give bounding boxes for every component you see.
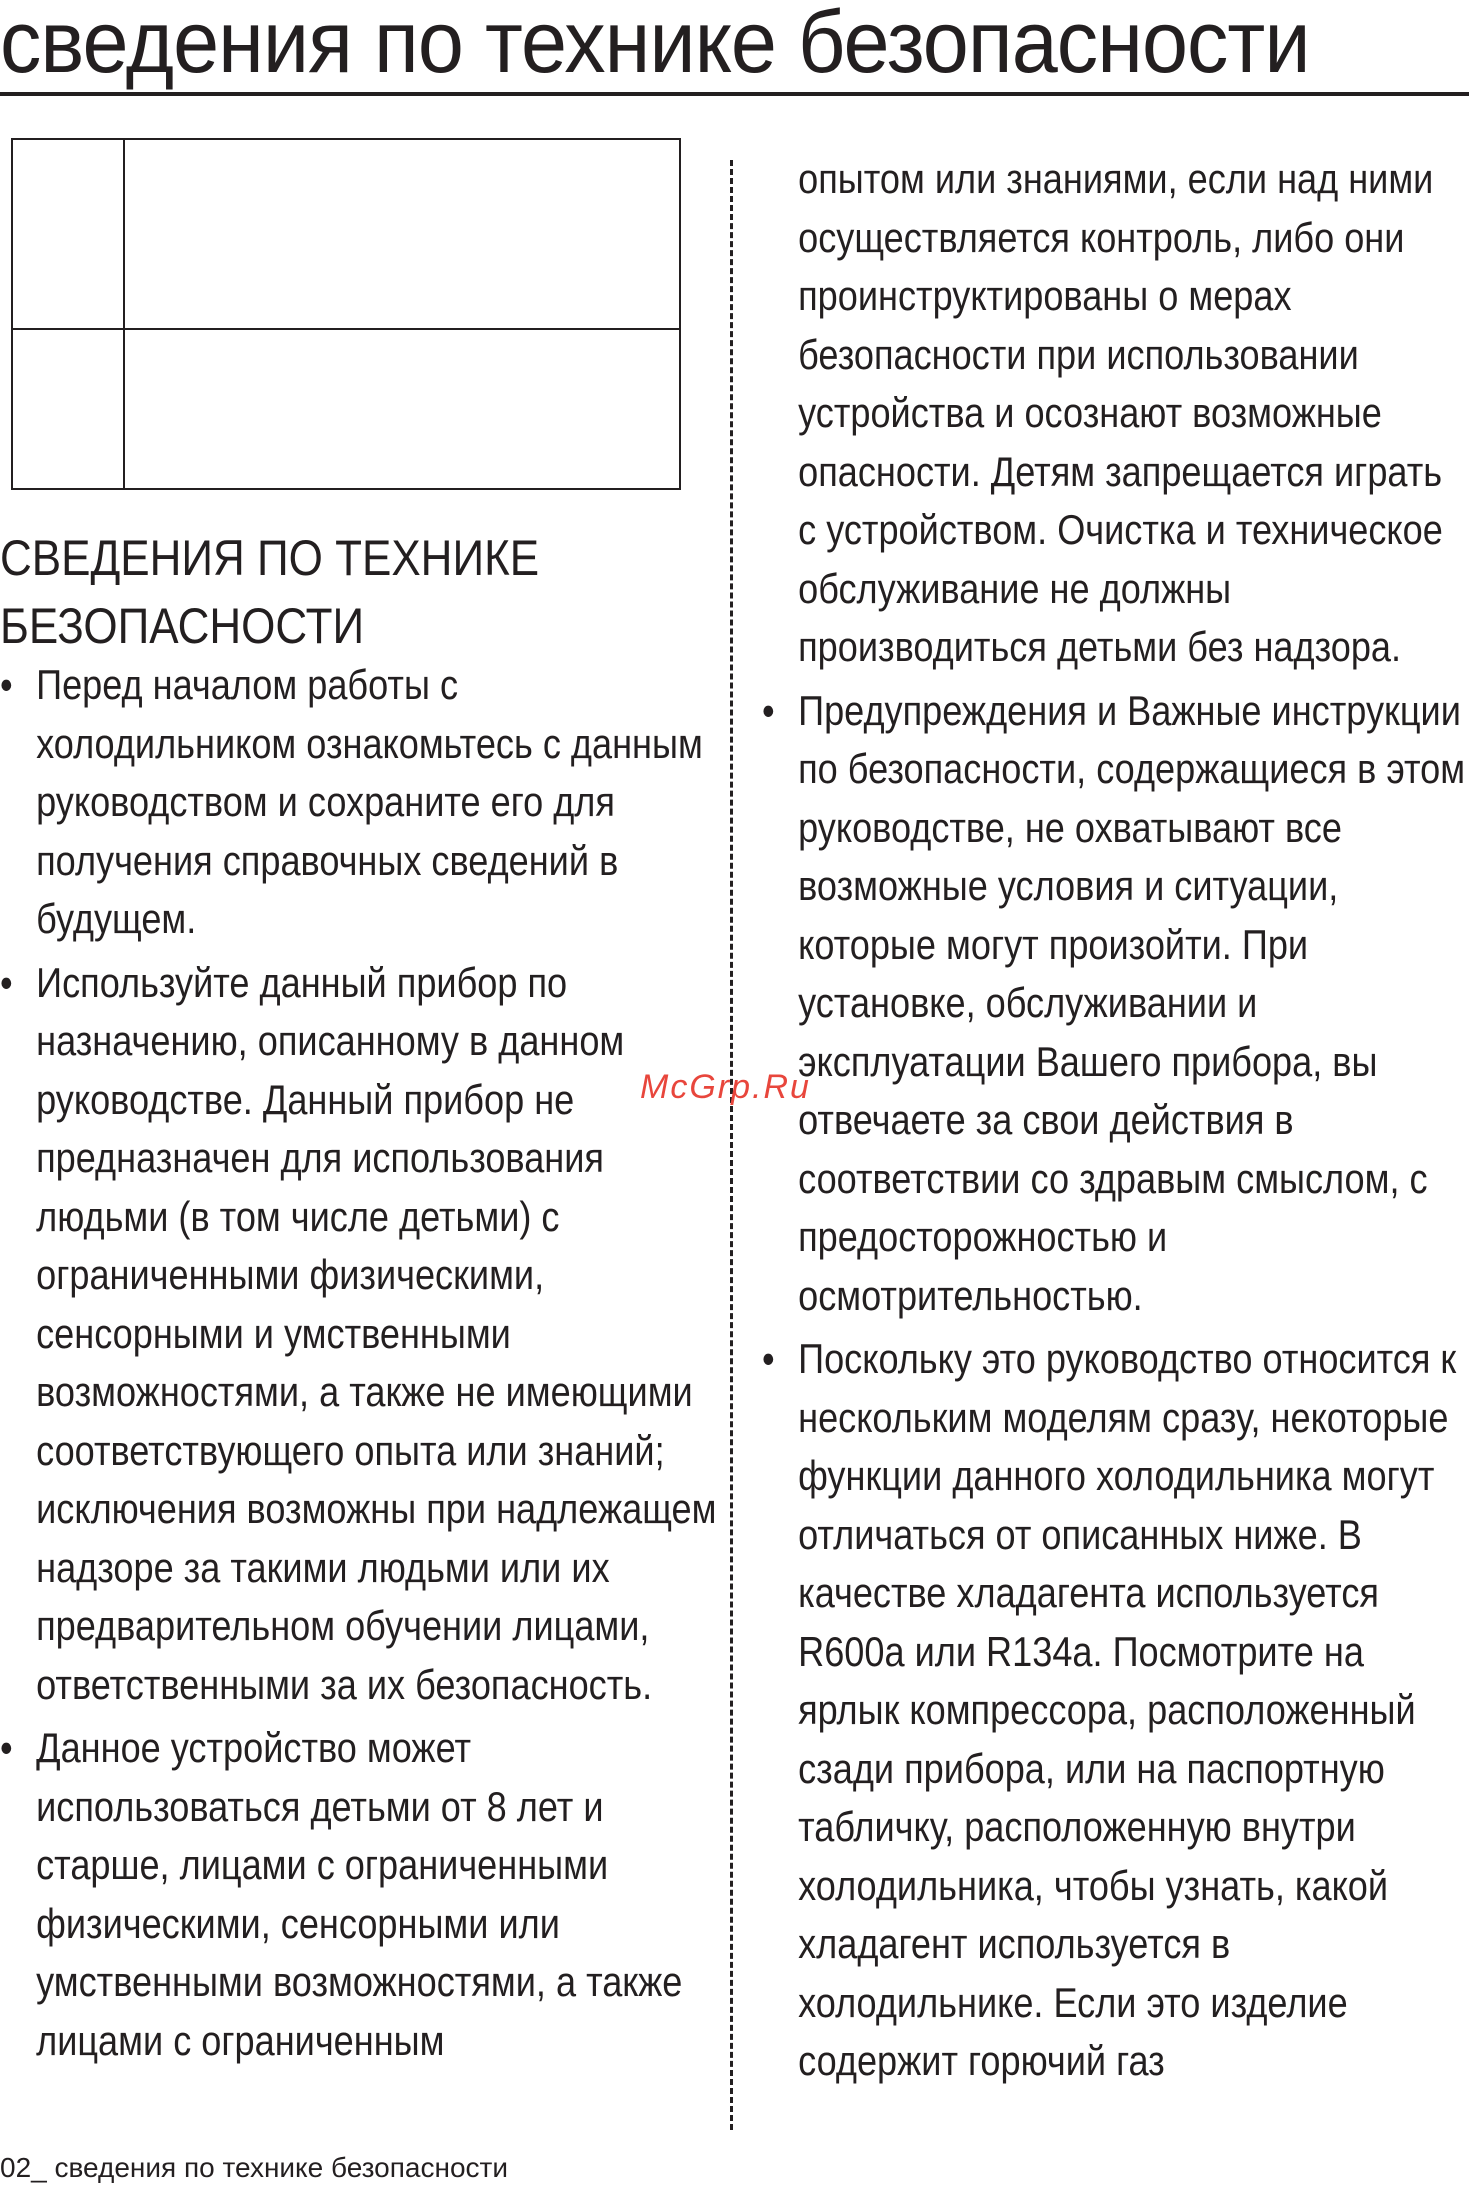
bullet-text: Используйте данный прибор по назначению, описанному в данном руководстве. Данный прибор не предназначен для использования людьми (в том числе детьми) с ограниченными физическими, сенсорными и умственными возможностями, а также не имеющими соответствующего опыта или знаний; исключения возможны при надлежащем надзоре за такими людьми или их предварительном обучении лицами, ответственными за их безопасность. [36,958,717,1708]
page-number: 02_ [0,2152,47,2183]
bullet-text: опытом или знаниями, если над ними осуществляется контроль, либо они проинструктированы о мерах безопасности при использовании устройства и осознают возможные опасности. Детям запрещается играть с устройством. Очистка и техническое обслуживание не должны производиться детьми без надзора. [798,155,1443,670]
bullet-item [0,1719,718,2070]
bullet-icon: • [762,1335,775,1382]
bullet-item [0,656,718,949]
symbol-table-row [13,330,679,488]
symbol-table [11,138,681,490]
symbol-cell [13,330,125,488]
bullet-item [762,1330,1465,2091]
symbol-table-row [13,140,679,330]
page-title: сведения по технике безопасности [0,0,1310,91]
section-heading: СВЕДЕНИЯ ПО ТЕХНИКЕ БЕЗОПАСНОСТИ [0,530,540,654]
watermark: McGrp.Ru [640,1068,811,1106]
bullet-text: Перед началом работы с холодильником ознакомьтесь с данным руководством и сохраните его для получения справочных сведений в будущем. [36,661,703,942]
bullet-text: Поскольку это руководство относится к нескольким моделям сразу, некоторые функции данного холодильника могут отличаться от описанных ниже. В качестве хладагента используется R600a или R134a. Посмотрите на ярлык компрессора, расположенный сзади прибора, или на паспортную табличку, расположенную внутри холодильника, чтобы узнать, какой хладагент используется в холодильнике. Если это изделие содержит горючий газ [798,1335,1457,2084]
column-divider [730,160,733,2130]
bullet-text: Предупреждения и Важные инструкции по безопасности, содержащиеся в этом руководстве, не охватывают все возможные условия и ситуации, которые могут произойти. При установке, обслуживании и эксплуатации Вашего прибора, вы отвечаете за свои действия в соответствии со здравым смыслом, с предосторожностью и осмотрительностью. [798,686,1466,1319]
continued-text [762,150,1465,677]
bullet-icon: • [0,1724,13,1771]
bullet-item [762,682,1465,1326]
symbol-description-cell [125,140,679,328]
bullet-item [0,954,718,1715]
running-title: сведения по технике безопасности [54,2152,508,2183]
right-column [762,150,1467,2096]
symbol-cell [13,140,125,328]
bullet-text: Данное устройство может использоваться детьми от 8 лет и старше, лицами с ограниченными физическими, сенсорными или умственными возможностями, а также лицами с ограниченным [36,1724,683,2064]
symbol-description-cell [125,330,679,488]
bullet-icon: • [0,958,13,1006]
bullet-icon: • [762,686,775,734]
left-column [0,656,720,2075]
bullet-icon: • [0,661,13,708]
title-rule [0,92,1469,96]
page-footer [0,2150,508,2186]
